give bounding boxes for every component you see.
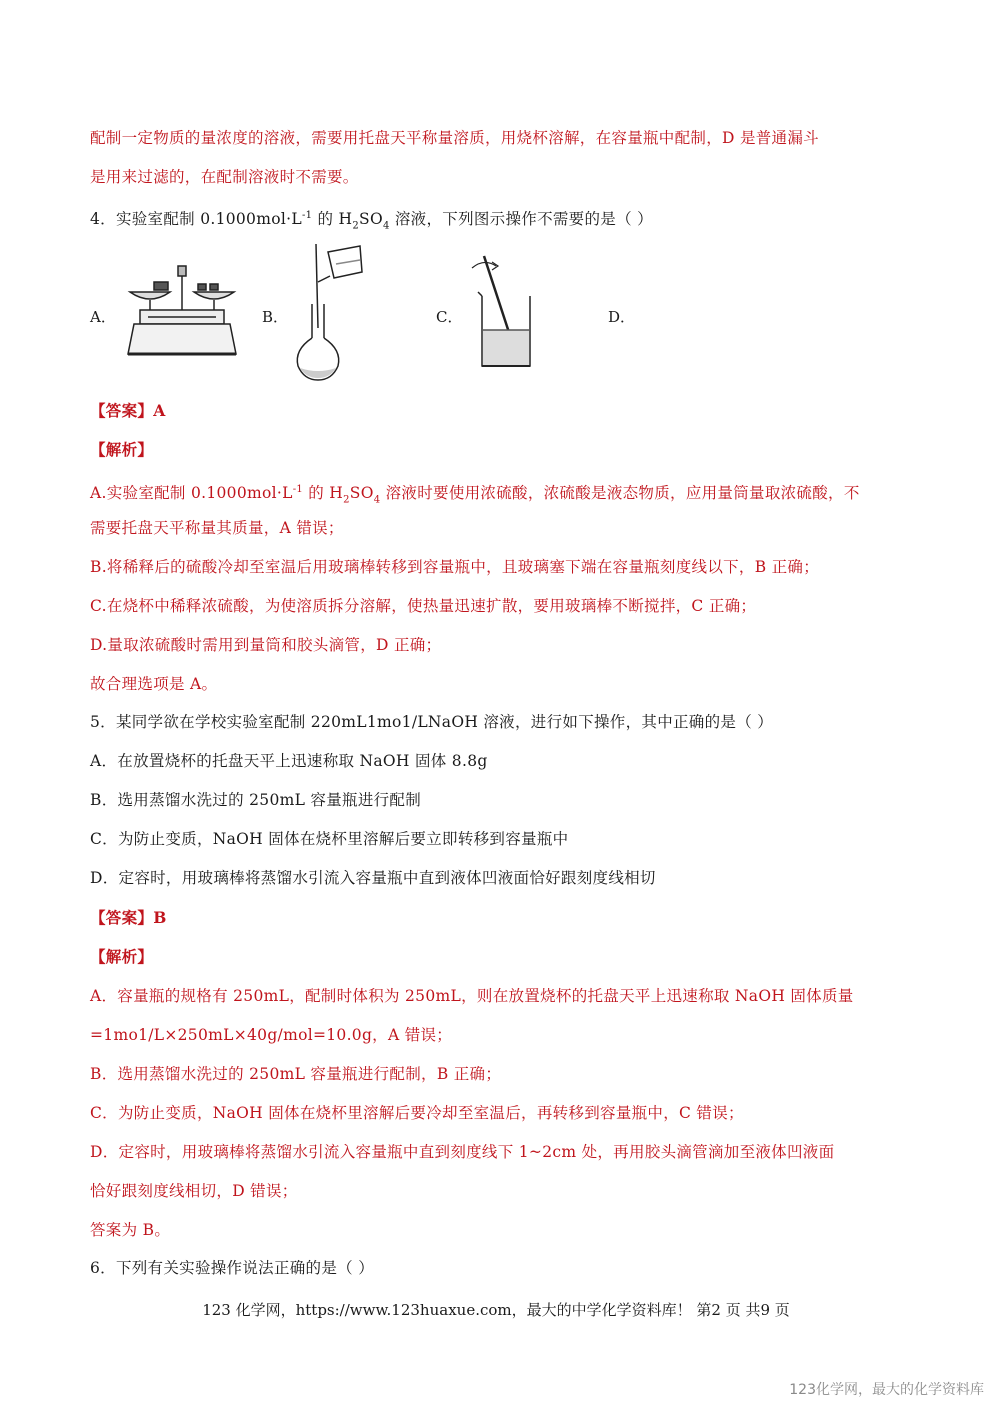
question-5-explanation-d2: 恰好跟刻度线相切，D 错误； [90,1182,298,1200]
question-4-explanation-d: D.量取浓硫酸时需用到量筒和胶头滴管，D 正确； [90,636,442,654]
question-5-option-d: D．定容时，用玻璃棒将蒸馏水引流入容量瓶中直到液体凹液面恰好跟刻度线相切 [90,869,656,887]
question-5-analysis-tag: 【解析】 [90,947,154,966]
question-5-answer: 【答案】B [90,908,167,927]
question-5-explanation-b: B．选用蒸馏水洗过的 250mL 容量瓶进行配制，B 正确； [90,1065,502,1083]
question-4-explanation-a1: A.实验室配制 $0.1000mol\cdot L^{-1}$ 的 $H_2SO_4$ 溶液时要使用浓硫酸，浓硫酸是液态物质，应用量筒量取浓硫酸，不 [90,484,860,506]
watermark: 123化学网，最大的化学资料库 [789,1382,984,1398]
question-5-explanation-a1: A．容量瓶的规格有 250mL，配制时体积为 250mL，则在放置烧杯的托盘天平上迅速称取 NaOH 固体质量 [90,987,854,1005]
prev-explanation-line-2: 是用来过滤的，在配制溶液时不需要。 [90,168,359,186]
question-4-explanation-b: B.将稀释后的硫酸冷却至室温后用玻璃棒转移到容量瓶中，且玻璃塞下端在容量瓶刻度线以下，B 正确； [90,558,820,576]
question-4-conclusion: 故合理选项是 A。 [90,675,218,693]
question-5-option-c: C．为防止变质，NaOH 固体在烧杯里溶解后要立即转移到容量瓶中 [90,830,569,848]
question-5-explanation-a2: =1mo1/L×250mL×40g/mol=10.0g，A 错误； [90,1026,453,1044]
option-a-label: A． [90,308,116,326]
question-5-explanation-c: C．为防止变质，NaOH 固体在烧杯里溶解后要冷却至室温后，再转移到容量瓶中，C 错误； [90,1104,744,1122]
beaker-stirring-image [462,252,542,372]
option-c-label: C． [436,308,463,326]
volumetric-flask-transfer-image [290,242,370,382]
question-5-stem: 5．某同学欲在学校实验室配制 220mL1mo1/LNaOH 溶液，进行如下操作，其中正确的是（ ） [90,713,774,731]
question-4-analysis-tag: 【解析】 [90,440,154,459]
question-4-explanation-a2: 需要托盘天平称量其质量，A 错误； [90,519,344,537]
question-5-option-a: A．在放置烧杯的托盘天平上迅速称取 NaOH 固体 8.8g [90,752,488,770]
page-footer: 123 化学网，https://www.123huaxue.com，最大的中学化学资料库！ 第2 页 共9 页 [202,1301,790,1319]
question-4-answer: 【答案】A [90,401,166,420]
prev-explanation-line-1: 配制一定物质的量浓度的溶液，需要用托盘天平称量溶质，用烧杯溶解，在容量瓶中配制，D 是普通漏斗 [90,129,819,147]
option-d-label: D． [608,308,636,326]
question-5-conclusion: 答案为 B。 [90,1221,171,1239]
question-4-explanation-c: C.在烧杯中稀释浓硫酸，为使溶质拆分溶解，使热量迅速扩散，要用玻璃棒不断搅拌，C 正确； [90,597,757,615]
balance-scale-image [122,262,242,358]
option-b-label: B． [262,308,289,326]
question-5-option-b: B．选用蒸馏水洗过的 250mL 容量瓶进行配制 [90,791,422,809]
question-6-stem: 6．下列有关实验操作说法正确的是（ ） [90,1259,374,1277]
question-4-stem: 4．实验室配制 $0.1000mol\cdot L^{-1}$ 的 $H_2SO_4$ 溶液，下列图示操作不需要的是（ ） [90,210,653,232]
question-5-explanation-d1: D．定容时，用玻璃棒将蒸馏水引流入容量瓶中直到刻度线下 1~2cm 处，再用胶头滴管滴加至液体凹液面 [90,1143,835,1161]
